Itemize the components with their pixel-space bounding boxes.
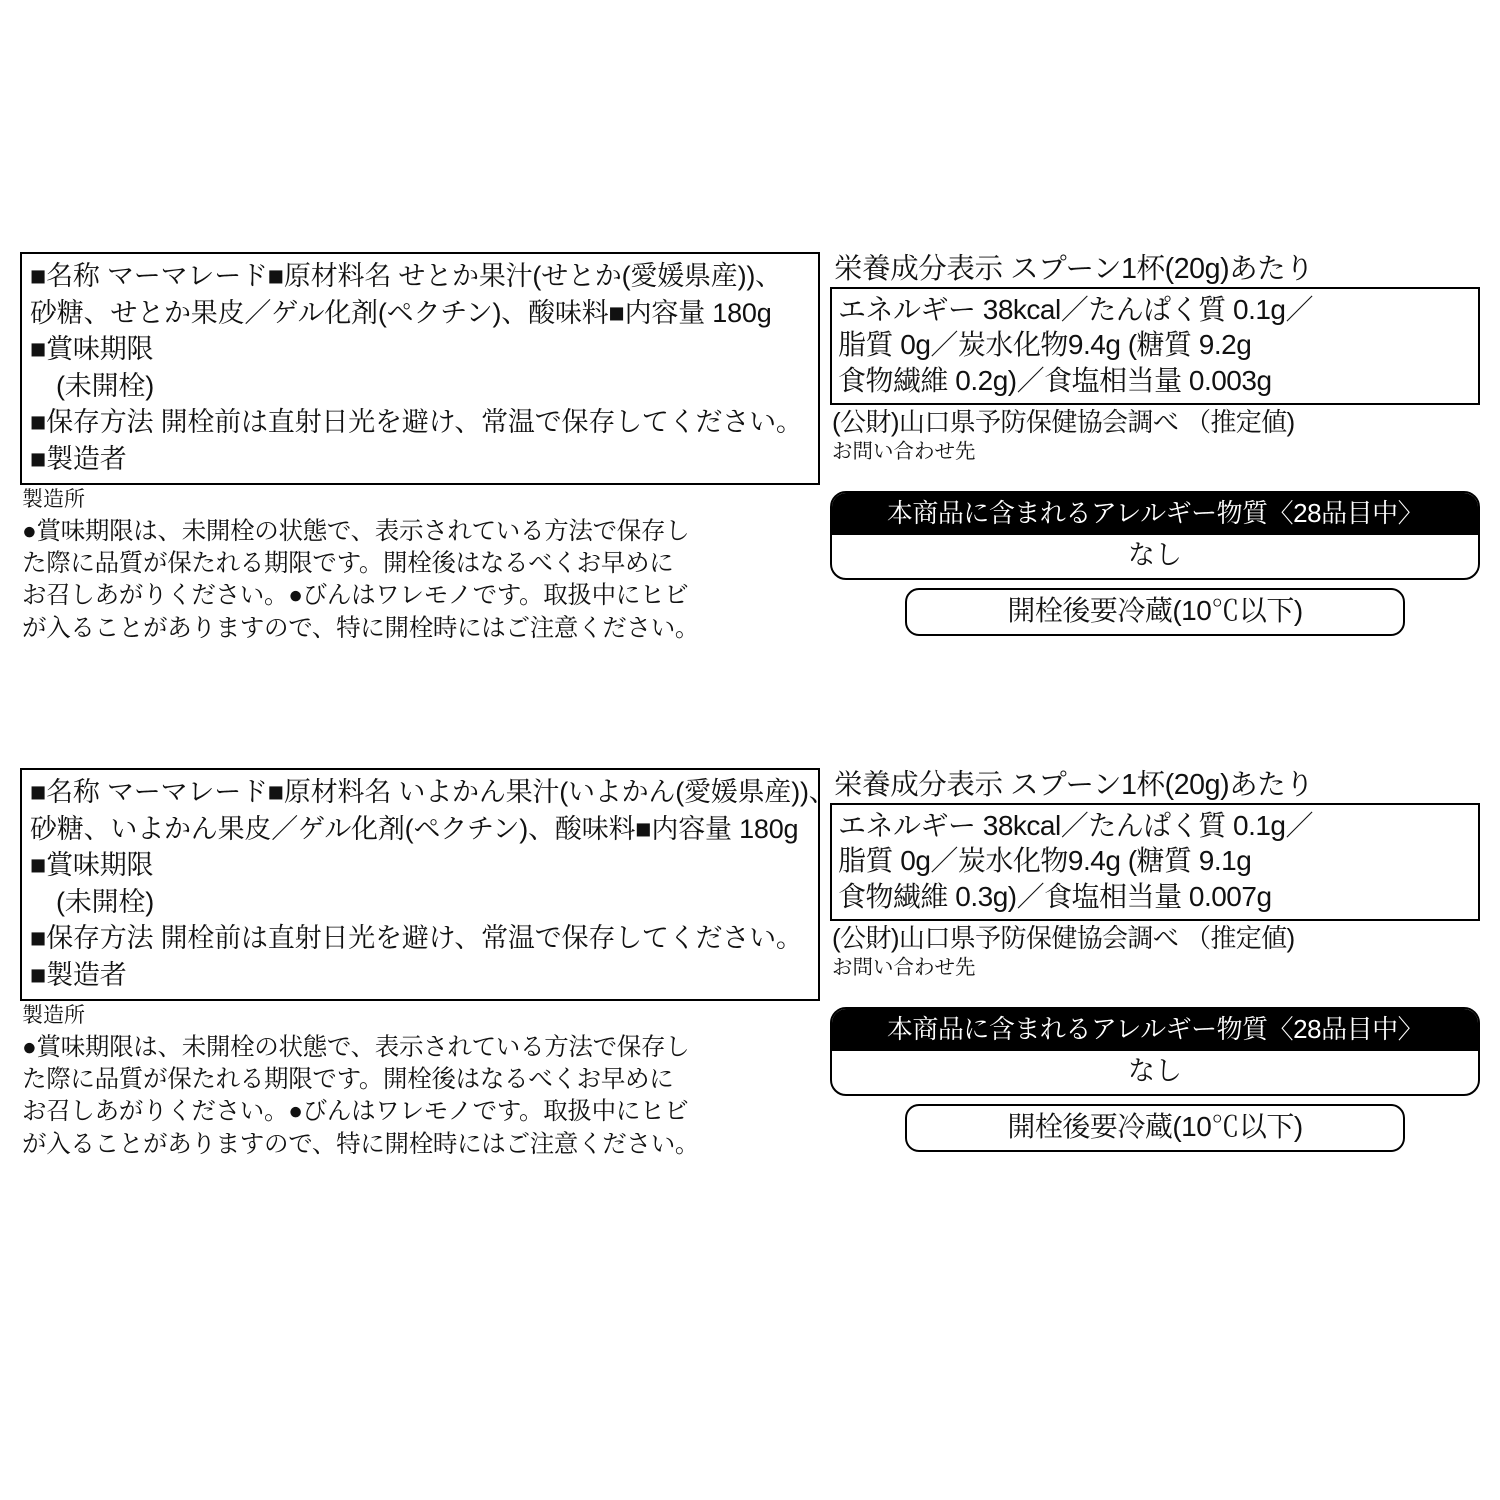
- label-left-column: [20, 768, 836, 1161]
- factory-label: 製造所: [22, 1004, 85, 1028]
- factory-label: 製造所: [22, 488, 85, 512]
- best-before-note: (未開栓): [56, 886, 154, 917]
- precaution-notes: [20, 516, 820, 645]
- best-before-label: ■賞味期限: [30, 334, 154, 365]
- allergy-box: [830, 491, 1480, 580]
- contact-label: お問い合わせ先: [832, 956, 976, 980]
- nutrition-box: [830, 803, 1480, 921]
- product-label-block: [20, 252, 1480, 645]
- nutrition-line: 脂質 0g／炭水化物9.4g (糖質 9.2g: [838, 329, 1252, 361]
- note-line: お召しあがりください。●びんはワレモノです。取扱中にヒビ: [22, 582, 689, 610]
- note-line: た際に品質が保たれる期限です。開栓後はなるべくお早めに: [22, 1066, 674, 1094]
- manufacturer-label: ■製造者: [30, 443, 127, 474]
- product-name-line: ■名称 マーマレード■原材料名 いよかん果汁(いよかん(愛媛県産))、: [30, 777, 836, 807]
- nutrition-line: 食物繊維 0.3g)／食塩相当量 0.007g: [838, 880, 1272, 912]
- label-right-column: [830, 252, 1480, 636]
- nutrition-line: 脂質 0g／炭水化物9.4g (糖質 9.1g: [838, 845, 1252, 877]
- note-line: が入ることがありますので、特に開栓時にはご注意ください。: [22, 614, 700, 642]
- product-name-line: ■名称 マーマレード■原材料名 せとか果汁(せとか(愛媛県産))、: [30, 261, 782, 291]
- contact-label: お問い合わせ先: [832, 440, 976, 464]
- best-before-note: (未開栓): [56, 370, 154, 401]
- ingredients-line: 砂糖、せとか果皮／ゲル化剤(ペクチン)、酸味料■内容量 180g: [30, 297, 772, 328]
- manufacturer-label: ■製造者: [30, 959, 127, 990]
- nutrition-source: (公財)山口県予防保健協会調べ （推定値): [832, 922, 1295, 953]
- allergy-value: なし: [1128, 1055, 1182, 1086]
- product-info-box: [20, 252, 820, 485]
- allergy-header: 本商品に含まれるアレルギー物質〈28品目中〉: [832, 493, 1478, 535]
- note-line: ●賞味期限は、未開栓の状態で、表示されている方法で保存し: [22, 517, 690, 545]
- product-info-box: [20, 768, 836, 1001]
- nutrition-line: 食物繊維 0.2g)／食塩相当量 0.003g: [838, 364, 1272, 396]
- best-before-label: ■賞味期限: [30, 850, 154, 881]
- nutrition-header: 栄養成分表示 スプーン1杯(20g)あたり: [834, 769, 1314, 801]
- note-line: が入ることがありますので、特に開栓時にはご注意ください。: [22, 1130, 700, 1158]
- nutrition-box: [830, 287, 1480, 405]
- allergy-value: なし: [1128, 539, 1182, 570]
- storage-line: ■保存方法 開栓前は直射日光を避け、常温で保存してください。: [30, 923, 803, 954]
- nutrition-line: エネルギー 38kcal／たんぱく質 0.1g／: [838, 810, 1313, 842]
- ingredients-line: 砂糖、いよかん果皮／ゲル化剤(ペクチン)、酸味料■内容量 180g: [30, 813, 799, 844]
- refrigerate-notice: 開栓後要冷蔵(10℃以下): [905, 1104, 1405, 1152]
- allergy-box: [830, 1007, 1480, 1096]
- label-left-column: [20, 252, 820, 645]
- refrigerate-notice: 開栓後要冷蔵(10℃以下): [905, 588, 1405, 636]
- storage-line: ■保存方法 開栓前は直射日光を避け、常温で保存してください。: [30, 407, 803, 438]
- nutrition-header: 栄養成分表示 スプーン1杯(20g)あたり: [834, 253, 1314, 285]
- label-right-column: [830, 768, 1480, 1152]
- note-line: お召しあがりください。●びんはワレモノです。取扱中にヒビ: [22, 1098, 689, 1126]
- note-line: ●賞味期限は、未開栓の状態で、表示されている方法で保存し: [22, 1033, 690, 1061]
- nutrition-source: (公財)山口県予防保健協会調べ （推定値): [832, 406, 1295, 437]
- product-label-block: [20, 768, 1480, 1161]
- allergy-header: 本商品に含まれるアレルギー物質〈28品目中〉: [832, 1009, 1478, 1051]
- nutrition-line: エネルギー 38kcal／たんぱく質 0.1g／: [838, 294, 1313, 326]
- precaution-notes: [20, 1032, 820, 1161]
- note-line: た際に品質が保たれる期限です。開栓後はなるべくお早めに: [22, 550, 674, 578]
